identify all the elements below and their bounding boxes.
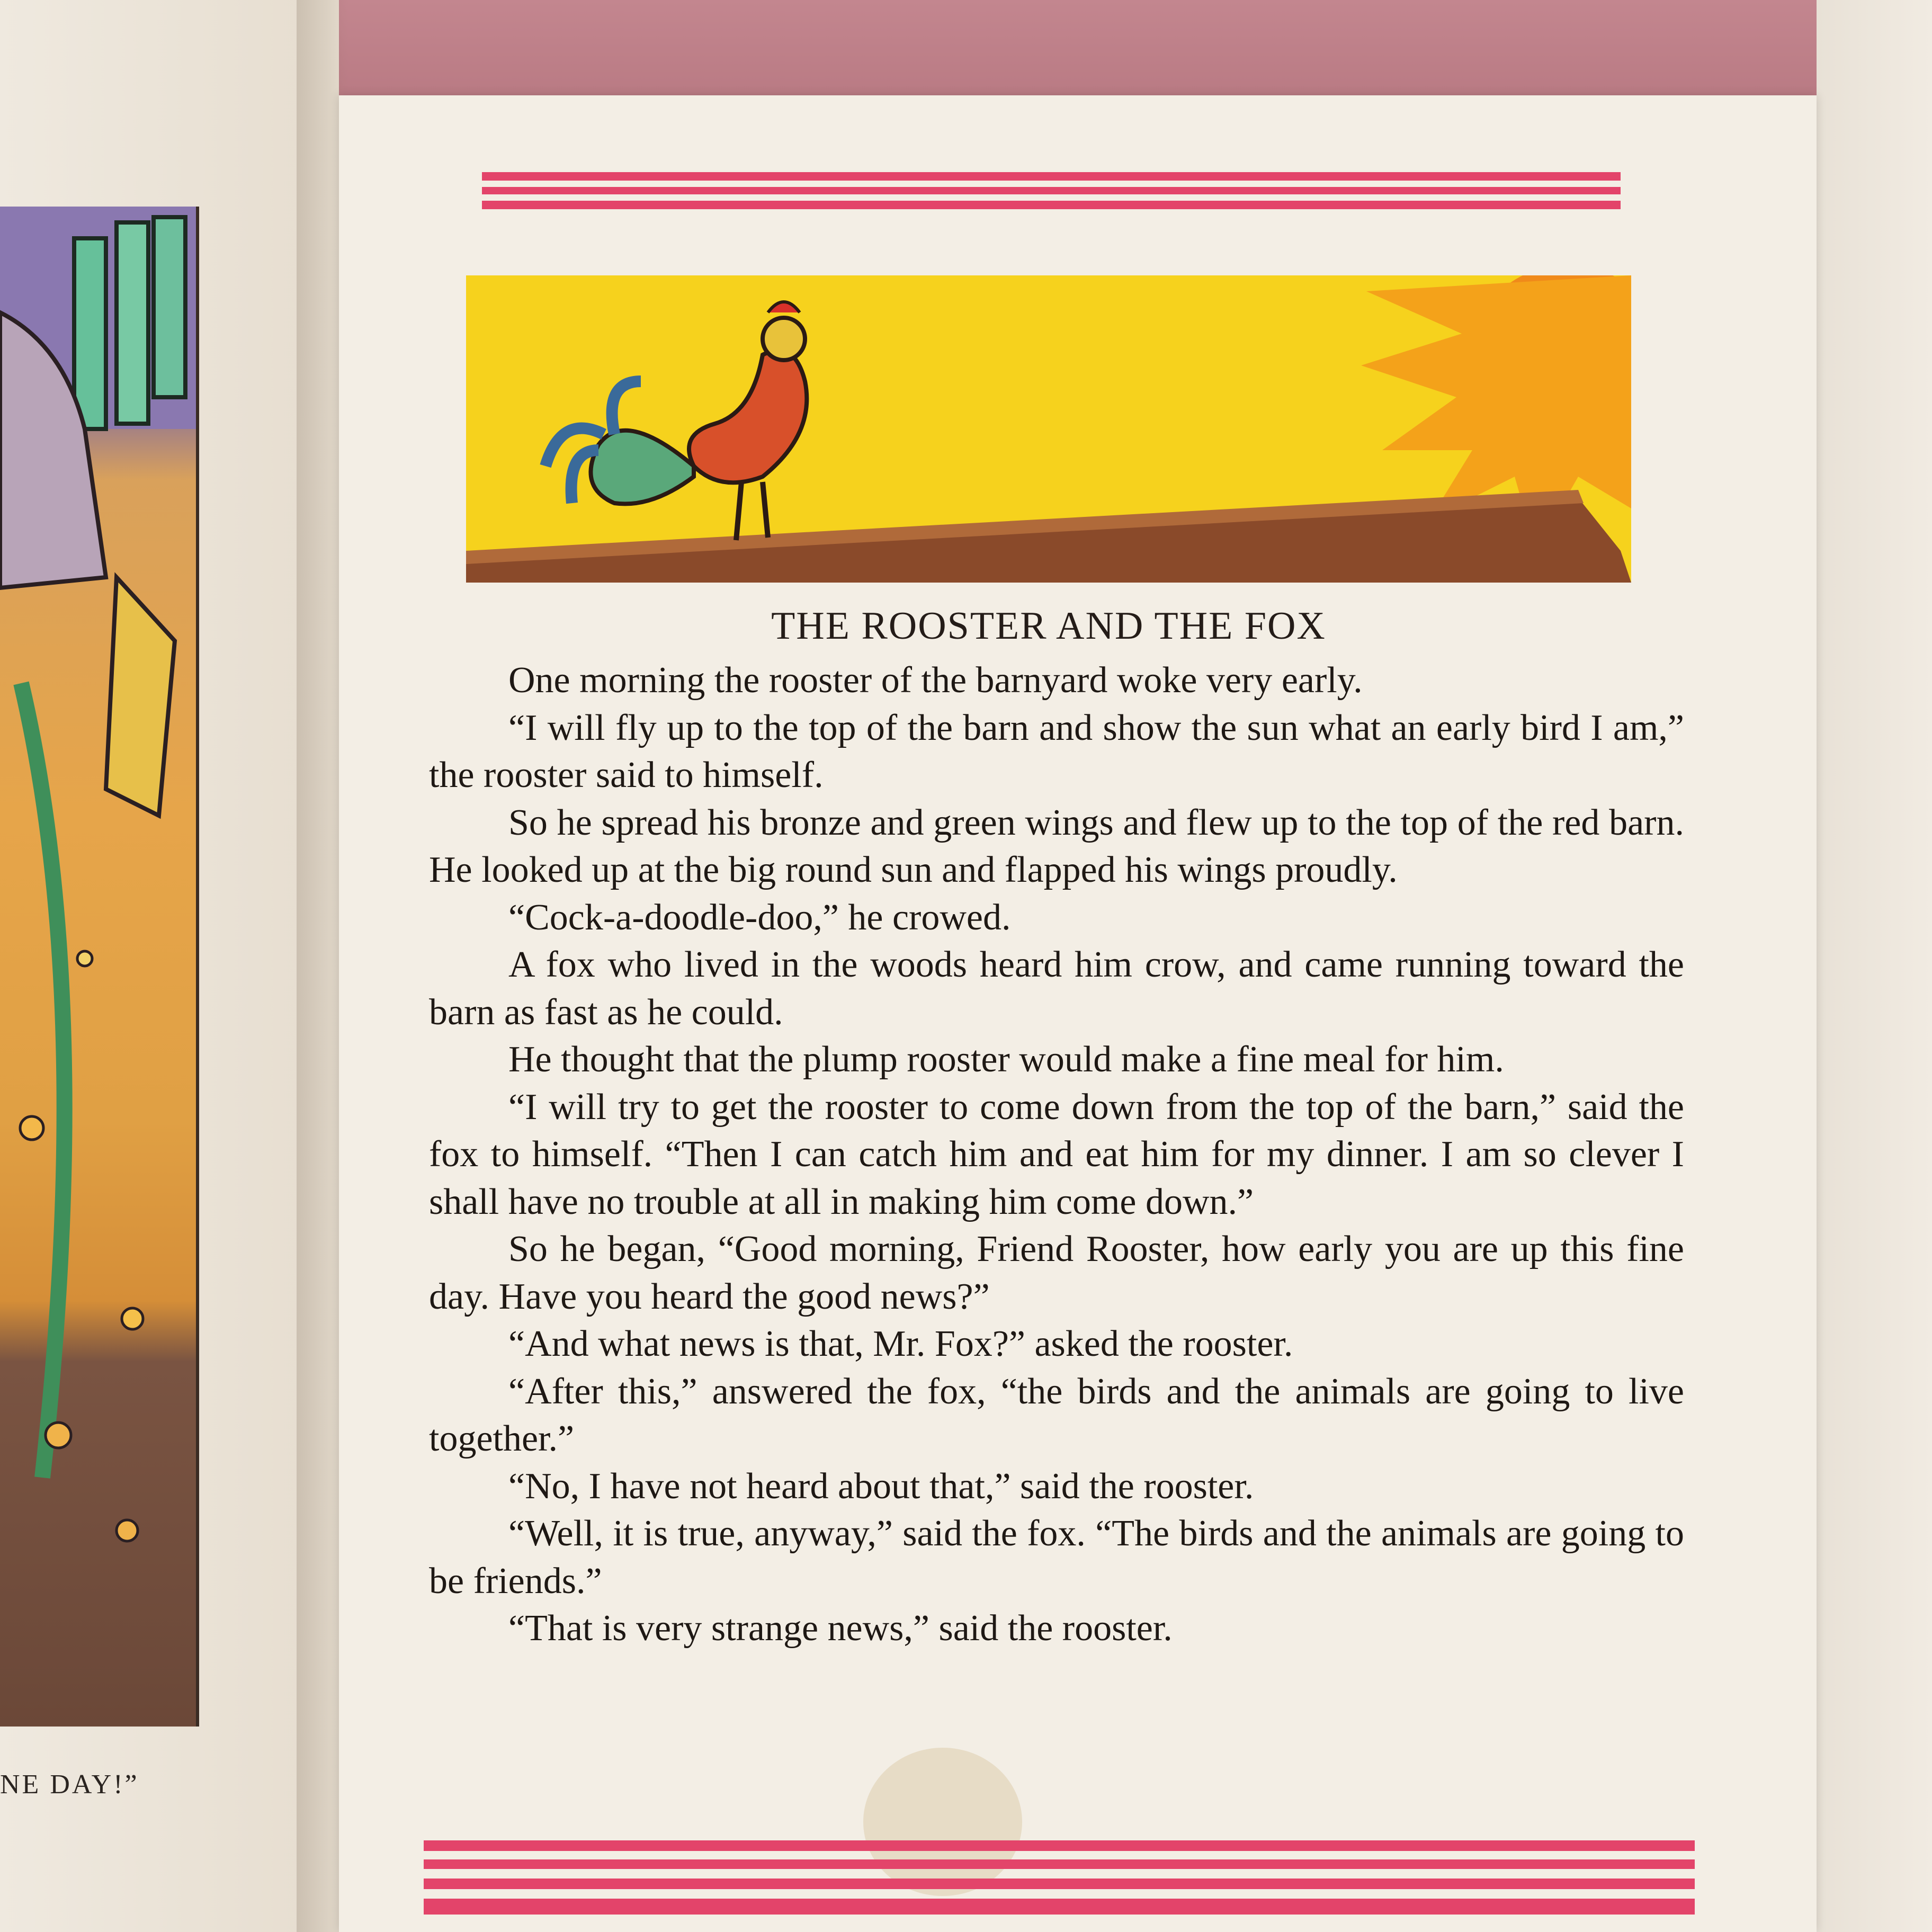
bottom-decorative-stripes [424, 1840, 1695, 1915]
story-paragraph: So he began, “Good morning, Friend Rooster, how early you are up this fine day. Have you heard the good news?” [429, 1229, 1684, 1317]
barnyard-illustration-fragment [0, 207, 196, 1727]
story-paragraph: “Well, it is true, anyway,” said the fox. “The birds and the animals are going to be friends.” [429, 1513, 1684, 1602]
left-page-illustration [0, 207, 199, 1727]
book-cover-edge [318, 0, 1932, 101]
left-page [0, 0, 339, 1932]
story-paragraph: A fox who lived in the woods heard him crow, and came running toward the barn as fast as he could. [429, 944, 1684, 1033]
story-paragraph: “After this,” answered the fox, “the birds and the animals are going to live together.” [429, 1371, 1684, 1459]
story-paragraph: “I will try to get the rooster to come down from the top of the barn,” said the fox to himself. “Then I can catch him and eat him for my dinner. I am so clever I shall have no trouble at all in making him come down.” [429, 1086, 1684, 1222]
top-decorative-stripes [482, 172, 1621, 209]
story-title: THE ROOSTER AND THE FOX [771, 604, 1326, 648]
story-paragraph: “That is very strange news,” said the rooster. [508, 1608, 1173, 1649]
story-paragraph: So he spread his bronze and green wings and flew up to the top of the red barn. He looked up at the big round sun and flapped his wings proudly. [429, 802, 1684, 890]
story-paragraph: “Cock-a-doodle-doo,” he crowed. [508, 897, 1011, 938]
story-paragraph: “I will fly up to the top of the barn and show the sun what an early bird I am,” the rooster said to himself. [429, 707, 1684, 795]
page-edge [1817, 0, 1932, 1932]
story-paragraph: One morning the rooster of the barnyard woke very early. [508, 660, 1363, 701]
story-paragraph: “No, I have not heard about that,” said the rooster. [508, 1465, 1254, 1507]
story-paragraph: He thought that the plump rooster would make a fine meal for him. [508, 1039, 1504, 1080]
left-page-caption: NE DAY!” [0, 1769, 139, 1800]
rooster-banner-illustration [466, 275, 1631, 583]
story-text [429, 657, 1684, 1652]
story-paragraph: “And what news is that, Mr. Fox?” asked the rooster. [508, 1323, 1293, 1364]
